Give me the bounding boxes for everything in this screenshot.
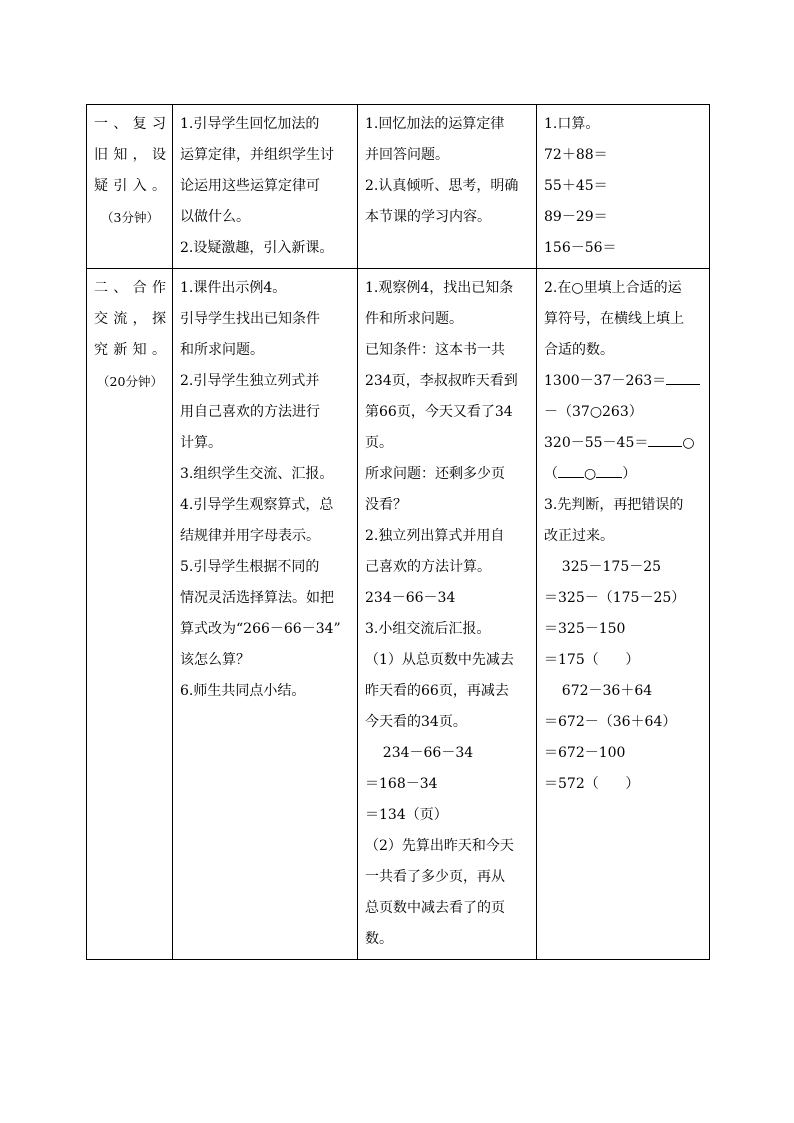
student-line: 今天看的34页。 <box>365 714 467 730</box>
exercise-line: 672－36＋64 <box>544 683 653 699</box>
teacher-line: 情况灵活选择算法。如把 <box>180 590 334 606</box>
student-line: 本节课的学习内容。 <box>365 209 491 225</box>
teacher-activity-cell <box>173 105 358 269</box>
exercise-line: 72＋88＝ <box>544 147 608 163</box>
student-line: 1.观察例4，找出已知条 <box>365 280 514 296</box>
teacher-activity-cell <box>173 269 358 960</box>
exercise-line: 2.在○里填上合适的运 <box>544 280 682 296</box>
student-line: 234页，李叔叔昨天看到 <box>365 373 518 389</box>
student-line: （1）从总页数中先减去 <box>365 652 514 668</box>
stage-line: 一、复习 <box>94 116 166 132</box>
stage-time: （3分钟） <box>101 210 159 225</box>
student-line: 2.独立列出算式并用自 <box>365 528 505 544</box>
student-line: 数。 <box>365 931 393 947</box>
student-line: 己喜欢的方法计算。 <box>365 559 491 575</box>
exercise-line: ＝672－（36＋64） <box>544 714 677 730</box>
student-activity-cell <box>358 269 537 960</box>
teacher-line: 以做什么。 <box>180 209 250 225</box>
student-activity-cell <box>358 105 537 269</box>
student-line: 件和所求问题。 <box>365 311 463 327</box>
exercise-line: 89－29＝ <box>544 209 608 225</box>
teacher-line: 1.引导学生回忆加法的 <box>180 116 320 132</box>
equation-text: 1300－37－263＝ <box>544 373 667 389</box>
teacher-line: 1.课件出示例4。 <box>180 280 287 296</box>
teacher-line: 结规律并用字母表示。 <box>180 528 320 544</box>
stage-line: 交流，探 <box>94 311 166 327</box>
student-line: 昨天看的66页，再减去 <box>365 683 509 699</box>
teacher-line: 2.设疑激趣，引入新课。 <box>180 240 334 256</box>
student-line: 并回答问题。 <box>365 147 449 163</box>
exercise-line <box>544 366 703 397</box>
teacher-line: 运算定律，并组织学生讨 <box>180 147 334 163</box>
student-line: 234－66－34 <box>365 590 456 606</box>
student-line: （2）先算出昨天和今天 <box>365 838 514 854</box>
stage-cell <box>87 269 173 960</box>
teacher-line: 该怎么算？ <box>180 652 250 668</box>
teacher-line: 3.组织学生交流、汇报。 <box>180 466 334 482</box>
stage-time: （20分钟） <box>97 374 163 389</box>
stage-cell <box>87 105 173 269</box>
teacher-line: 和所求问题。 <box>180 342 264 358</box>
answer-blank <box>596 463 622 478</box>
exercise-line: 156－56＝ <box>544 240 617 256</box>
student-line: 已知条件：这本书一共 <box>365 342 505 358</box>
teacher-line: 论运用这些运算定律可 <box>180 178 320 194</box>
operator-circle: ○ <box>584 466 597 482</box>
teacher-line: 4.引导学生观察算式，总 <box>180 497 334 513</box>
exercise-cell <box>537 269 710 960</box>
exercise-line: ＝325－（175－25） <box>544 590 686 606</box>
student-line: 2.认真倾听、思考，明确 <box>365 178 519 194</box>
student-line: 一共看了多少页，再从 <box>365 869 505 885</box>
answer-blank <box>666 370 700 385</box>
student-line: 第66页，今天又看了34 <box>365 404 513 420</box>
student-line: 页。 <box>365 435 393 451</box>
exercise-line: ＝672－100 <box>544 745 626 761</box>
exercise-line <box>544 459 703 490</box>
teacher-line: 用自己喜欢的方法进行 <box>180 404 320 420</box>
exercise-line: 算符号，在横线上填上 <box>544 311 684 327</box>
student-line: 所求问题：还剩多少页 <box>365 466 505 482</box>
exercise-line: ＝325－150 <box>544 621 626 637</box>
answer-blank <box>558 463 584 478</box>
exercise-line: －（37○263） <box>544 404 643 420</box>
student-line: ＝168－34 <box>365 776 438 792</box>
teacher-line: 2.引导学生独立列式并 <box>180 373 320 389</box>
lesson-plan-table <box>86 104 710 960</box>
exercise-cell <box>537 105 710 269</box>
paren-open: （ <box>544 466 558 482</box>
exercise-line <box>544 428 703 459</box>
student-line: 234－66－34 <box>365 745 474 761</box>
operator-circle: ○ <box>682 435 695 451</box>
student-line: ＝134（页） <box>365 807 448 823</box>
student-line: 3.小组交流后汇报。 <box>365 621 491 637</box>
exercise-line: 325－175－25 <box>544 559 662 575</box>
teacher-line: 6.师生共同点小结。 <box>180 683 306 699</box>
student-line: 没看？ <box>365 497 407 513</box>
exercise-line: 3.先判断，再把错误的 <box>544 497 684 513</box>
table-row <box>87 269 710 960</box>
stage-line: 二、合作 <box>94 280 166 296</box>
teacher-line: 计算。 <box>180 435 222 451</box>
teacher-line: 5.引导学生根据不同的 <box>180 559 320 575</box>
exercise-line: 合适的数。 <box>544 342 614 358</box>
table-row <box>87 105 710 269</box>
student-line: 1.回忆加法的运算定律 <box>365 116 505 132</box>
exercise-line: 1.口算。 <box>544 116 600 132</box>
exercise-line: ＝572（ ） <box>544 776 640 792</box>
student-line: 总页数中减去看了的页 <box>365 900 505 916</box>
paren-close: ） <box>622 466 637 482</box>
teacher-line: 引导学生找出已知条件 <box>180 311 320 327</box>
exercise-line: ＝175（ ） <box>544 652 640 668</box>
stage-line: 究新知。 <box>94 342 166 358</box>
exercise-line: 55＋45＝ <box>544 178 608 194</box>
equation-text: 320－55－45＝ <box>544 435 649 451</box>
teacher-line: 算式改为“266－66－34” <box>180 621 341 637</box>
answer-blank <box>648 432 682 447</box>
stage-line: 旧知，设 <box>94 147 166 163</box>
stage-line: 疑引入。 <box>94 178 166 194</box>
exercise-line: 改正过来。 <box>544 528 614 544</box>
